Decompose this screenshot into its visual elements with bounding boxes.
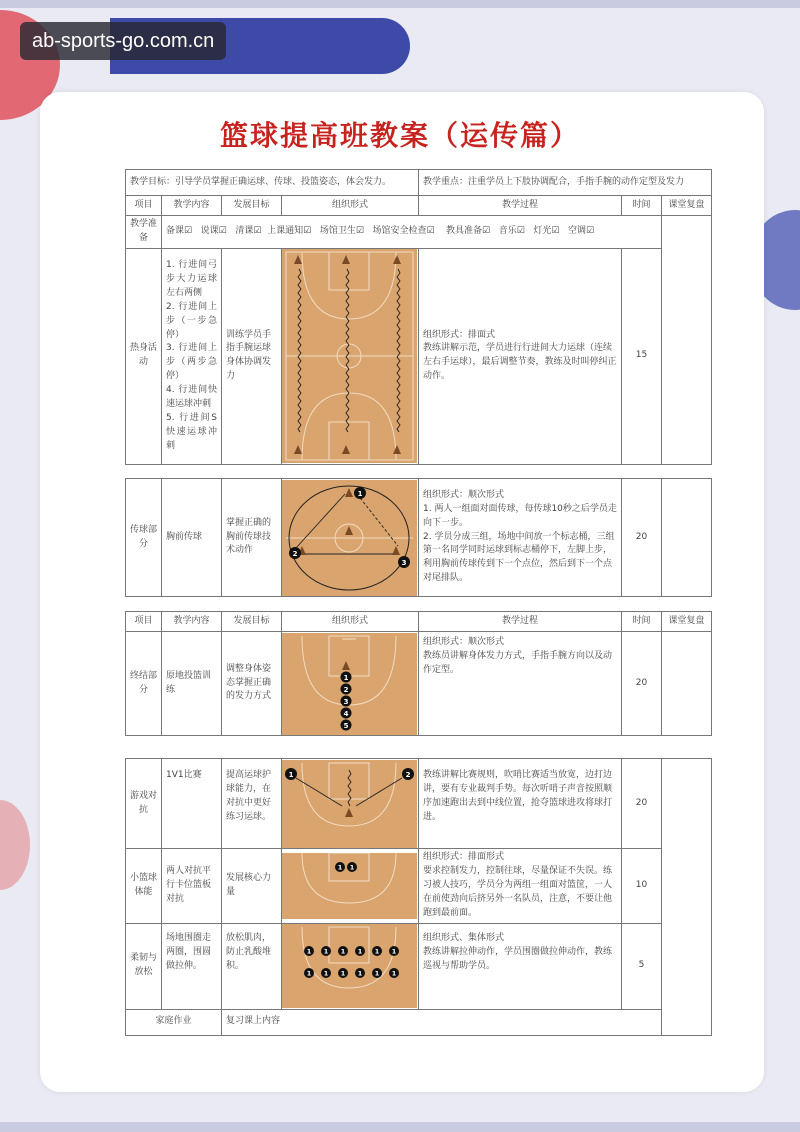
- court-diagram: [282, 480, 417, 596]
- fitness-process: 组织形式：排面形式 要求控制发力，控制往球，尽量保证不失误。练习被人技巧，学员分为两组一组面对篮筐，一人在前使劲向后挤另外一名队员，注意，不要让他跑到最前面。: [419, 849, 622, 924]
- player-number: 4: [343, 709, 349, 718]
- player-number: 1: [306, 969, 312, 978]
- lesson-table-4: [125, 758, 712, 1036]
- header-process: 教学过程: [419, 612, 622, 632]
- warmup-time: 15: [622, 248, 662, 464]
- closing-time: 20: [622, 632, 662, 736]
- fitness-time: 10: [622, 849, 662, 924]
- review-cell: [662, 479, 712, 597]
- review-cell: [662, 759, 712, 1036]
- header-review: 课堂复盘: [662, 612, 712, 632]
- stretch-process: 组织形式、集体形式 教练讲解拉伸动作，学员围圈做拉伸动作，教练巡视与帮助学员。: [419, 923, 622, 1009]
- header-item: 项目: [126, 196, 162, 216]
- header-time: 时间: [622, 196, 662, 216]
- passing-diagram: [282, 479, 419, 597]
- prep-item: 教具准备☑: [446, 225, 491, 236]
- court-diagram: [282, 633, 417, 735]
- player-number: 1: [323, 969, 329, 978]
- header-organization: 组织形式: [282, 612, 419, 632]
- player-number: 1: [340, 947, 346, 956]
- player-number: 1: [323, 947, 329, 956]
- warmup-label: 热身活动: [126, 248, 162, 464]
- player-number: 3: [343, 697, 349, 706]
- fitness-content: 两人对抗平行卡位篮板对抗: [162, 849, 222, 924]
- warmup-item: 5. 行进间S快速运球冲刺: [166, 413, 217, 451]
- header-content: 教学内容: [162, 612, 222, 632]
- prep-item: 场馆安全检查☑: [372, 225, 435, 236]
- header-goal: 发展目标: [222, 196, 282, 216]
- player-number: 1: [343, 673, 349, 682]
- warmup-item: 1. 行进间弓步大力运球左右两侧: [166, 259, 217, 298]
- homework-label: 家庭作业: [126, 1009, 222, 1035]
- prep-item: 场馆卫生☑: [319, 225, 364, 236]
- passing-content: 胸前传球: [162, 479, 222, 597]
- stretch-diagram: [282, 923, 419, 1009]
- header-organization: 组织形式: [282, 196, 419, 216]
- court-diagram: [282, 853, 417, 919]
- header-process: 教学过程: [419, 196, 622, 216]
- passing-time: 20: [622, 479, 662, 597]
- player-number: 5: [343, 721, 349, 730]
- warmup-content: [162, 248, 222, 464]
- fitness-label: 小篮球体能: [126, 849, 162, 924]
- player-number: 1: [337, 863, 343, 872]
- lesson-table-2: [125, 478, 712, 597]
- fitness-diagram: [282, 849, 419, 924]
- warmup-goal: 训练学员手指手腕运球身体协调发力: [222, 248, 282, 464]
- header-time: 时间: [622, 612, 662, 632]
- game-label: 游戏对抗: [126, 759, 162, 849]
- teaching-objective: 教学目标：引导学员掌握正确运球、传球、投篮姿态，体会发力。: [126, 170, 419, 196]
- header-goal: 发展目标: [222, 612, 282, 632]
- passing-goal: 掌握正确的胸前传球技术动作: [222, 479, 282, 597]
- passing-label: 传球部分: [126, 479, 162, 597]
- page-title: 篮球提高班教案（运传篇）: [219, 119, 580, 152]
- process-line: 组织形式：顺次形式: [423, 637, 505, 647]
- warmup-process: [419, 248, 622, 464]
- prep-checklist: [162, 216, 662, 249]
- player-number: 1: [374, 969, 380, 978]
- player-number: 1: [374, 947, 380, 956]
- prep-item: 清课☑: [235, 225, 262, 236]
- game-content: 1V1比赛: [162, 759, 222, 849]
- passing-process: [419, 479, 622, 597]
- player-number: 1: [306, 947, 312, 956]
- prep-item: 音乐☑: [498, 225, 525, 236]
- prep-item: 说课☑: [200, 225, 227, 236]
- player-number: 1: [391, 947, 397, 956]
- player-number: 1: [349, 863, 355, 872]
- stretch-content: 场地围圈走两圈，围圆做拉伸。: [162, 923, 222, 1009]
- player-number: 1: [357, 947, 363, 956]
- game-diagram: [282, 759, 419, 849]
- warmup-item: 3. 行进间上步（两步急停）: [166, 343, 217, 382]
- review-cell: [662, 632, 712, 736]
- header-item: 项目: [126, 612, 162, 632]
- court-diagram: [282, 760, 417, 848]
- stretch-label: 柔韧与放松: [126, 923, 162, 1009]
- closing-process: [419, 632, 622, 736]
- closing-goal: 调整身体姿态掌握正确的发力方式: [222, 632, 282, 736]
- watermark: ab-sports-go.com.cn: [20, 22, 226, 60]
- process-line: 2. 学员分成三组，场地中间放一个标志桶，三组第一名同学同时运球到标志桶停下，左脚上步，利用胸前传球传到下一个点位，然后到下一个点对尾排队。: [423, 531, 615, 584]
- warmup-item: 4. 行进间快速运球冲刺: [166, 385, 217, 410]
- player-number: 2: [405, 770, 411, 779]
- court-diagram: [282, 924, 417, 1008]
- closing-diagram: [282, 632, 419, 736]
- bottom-border: [0, 1122, 800, 1132]
- closing-content: 原地投篮训练: [162, 632, 222, 736]
- homework-content: 复习课上内容: [222, 1009, 662, 1035]
- warmup-item: 2. 行进间上步（一步急停）: [166, 301, 217, 340]
- prep-label: 教学准备: [126, 216, 162, 249]
- process-line: 1. 两人一组面对面传球，每传球10秒之后学员走向下一步。: [423, 503, 617, 528]
- court-diagram: [282, 249, 417, 463]
- player-number: 1: [357, 489, 363, 498]
- player-number: 1: [357, 969, 363, 978]
- prep-item: 备课☑: [166, 225, 193, 236]
- process-line: 教练讲解示范，学员进行行进间大力运球（连续左右手运球），最后调整节奏，教练及时叫停纠正动作。: [423, 343, 617, 382]
- player-number: 1: [288, 770, 294, 779]
- game-goal: 提高运球护球能力，在对抗中更好练习运球。: [222, 759, 282, 849]
- stretch-time: 5: [622, 923, 662, 1009]
- prep-item: 上课通知☑: [267, 225, 312, 236]
- process-line: 组织形式：顺次形式: [423, 489, 505, 500]
- prep-item: 灯光☑: [533, 225, 560, 236]
- player-number: 1: [391, 969, 397, 978]
- player-number: 2: [292, 549, 298, 558]
- closing-label: 终结部分: [126, 632, 162, 736]
- game-process: 教练讲解比赛规则，吹哨比赛适当放宽，边打边讲，要有专业裁判手势。每次听哨子声音按照顺序加速跑出去到中线位置，抢夺篮球进攻将球打进。: [419, 759, 622, 849]
- player-number: 3: [401, 558, 407, 567]
- fitness-goal: 发展核心力量: [222, 849, 282, 924]
- top-border: [0, 0, 800, 8]
- player-number: 1: [340, 969, 346, 978]
- stretch-goal: 放松肌肉，防止乳酸堆积。: [222, 923, 282, 1009]
- lesson-table-1: [125, 169, 712, 465]
- process-line: 教练员讲解身体发力方式，手指手腕方向以及动作定型。: [423, 650, 613, 675]
- review-cell: [662, 216, 712, 465]
- warmup-diagram: [282, 248, 419, 464]
- lesson-table-3: [125, 611, 712, 736]
- header-content: 教学内容: [162, 196, 222, 216]
- decor-pink-circle: [0, 800, 30, 890]
- player-number: 2: [343, 685, 349, 694]
- prep-item: 空调☑: [568, 225, 595, 236]
- teaching-focus: 教学重点：注重学员上下肢协调配合，手指手腕的动作定型及发力: [419, 170, 712, 196]
- process-line: 组织形式：排面式: [423, 329, 496, 340]
- game-time: 20: [622, 759, 662, 849]
- header-review: 课堂复盘: [662, 196, 712, 216]
